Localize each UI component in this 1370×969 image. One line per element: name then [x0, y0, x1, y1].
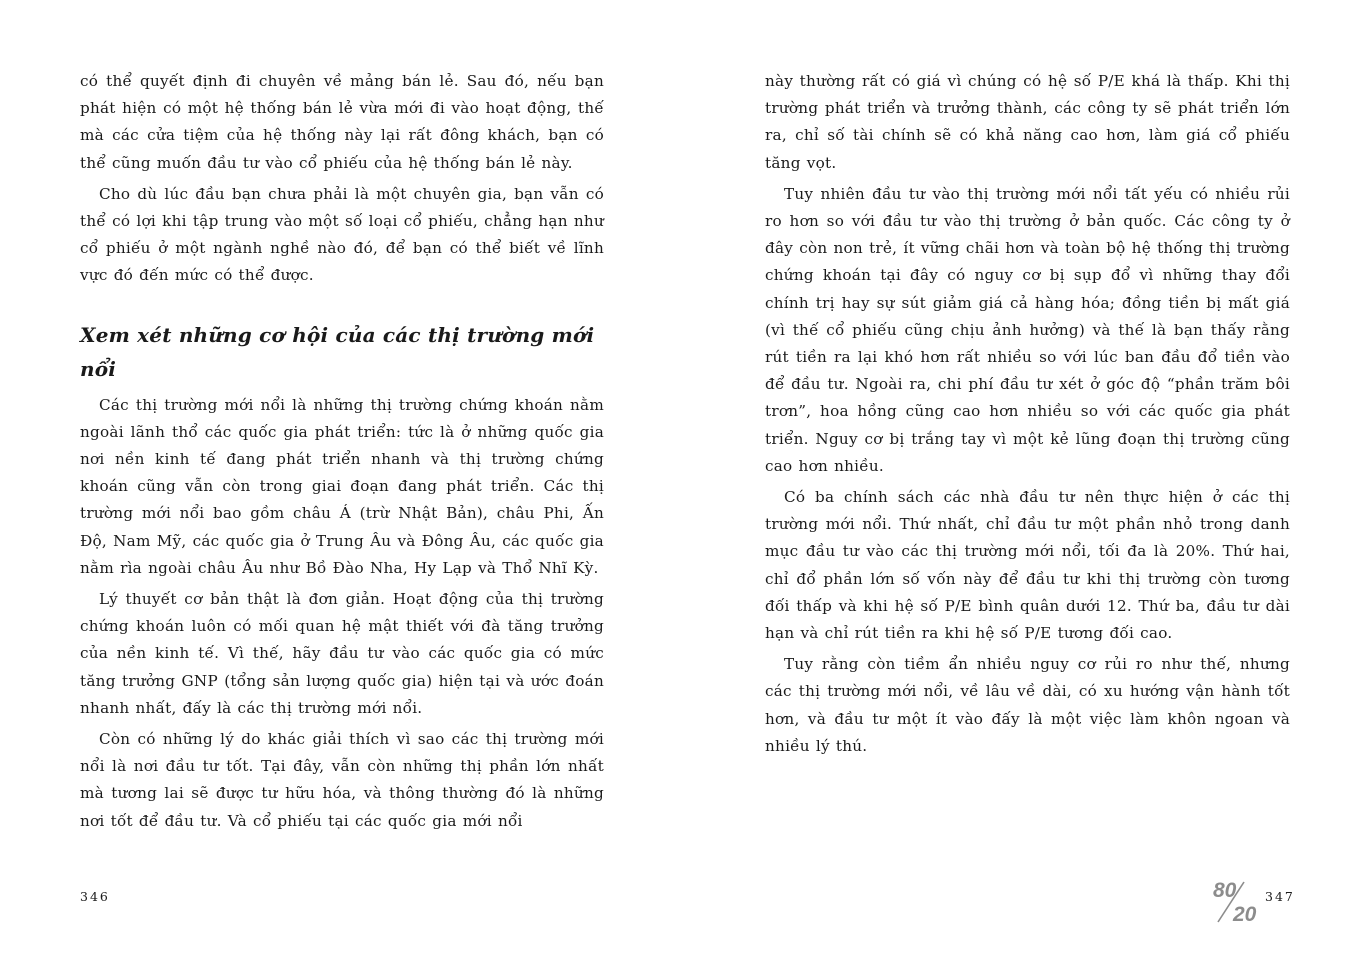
paragraph: Có ba chính sách các nhà đầu tư nên thực hiện ở các thị trường mới nổi. Thứ nhất, chỉ đầu tư một phần nhỏ trong danh mục đầu tư vào các thị trường mới nổi, tối đa là 20%. Thứ hai, chỉ đổ phần lớn số vốn này để đầu tư khi thị trường còn tương đối thấp và khi hệ số P/E bình quân dưới 12. Thứ ba, đầu tư dài hạn và chỉ rút tiền ra khi hệ số P/E tương đối cao. — [765, 488, 1290, 643]
right-page — [685, 0, 1370, 969]
page-number-right: 347 — [1265, 889, 1295, 904]
logo-top-number: 80 — [1213, 879, 1237, 902]
paragraph: Còn có những lý do khác giải thích vì sao các thị trường mới nổi là nơi đầu tư tốt. Tại đây, vẫn còn những thị phần lớn nhất mà tương lai sẽ được tư hữu hóa, và thông thường đó là những nơi tốt để đầu tư. Và cổ phiếu tại các quốc gia mới nổi — [80, 730, 604, 830]
paragraph: Các thị trường mới nổi là những thị trường chứng khoán nằm ngoài lãnh thổ các quốc gia phát triển: tức là ở những quốc gia nơi nền kinh tế đang phát triển nhanh và thị trường chứng khoán cũng vẫn còn trong giai đoạn đang phát triển. Các thị trường mới nổi bao gồm châu Á (trừ Nhật Bản), châu Phi, Ấn Độ, Nam Mỹ, các quốc gia ở Trung Âu và Đông Âu, các quốc gia nằm rìa ngoài châu Âu như Bồ Đào Nha, Hy Lạp và Thổ Nhĩ Kỳ. — [80, 395, 604, 577]
paragraph: Cho dù lúc đầu bạn chưa phải là một chuyên gia, bạn vẫn có thể có lợi khi tập trung vào một số loại cổ phiếu, chẳng hạn như cổ phiếu ở một ngành nghề nào đó, để bạn có thể biết về lĩnh vực đó đến mức có thể được. — [80, 184, 604, 285]
paragraph-continuation: có thể quyết định đi chuyên về mảng bán lẻ. Sau đó, nếu bạn phát hiện có một hệ thống bán lẻ vừa mới đi vào hoạt động, thế mà các cửa tiệm của hệ thống này lại rất đông khách, bạn có thể cũng muốn đầu tư vào cổ phiếu của hệ thống bán lẻ này. — [80, 72, 604, 172]
logo-bottom-number: 20 — [1233, 903, 1257, 926]
paragraph: Lý thuyết cơ bản thật là đơn giản. Hoạt động của thị trường chứng khoán luôn có mối quan hệ mật thiết với đà tăng trưởng của nền kinh tế. Vì thế, hãy đầu tư vào các quốc gia có mức tăng trưởng GNP (tổng sản lượng quốc gia) hiện tại và ước đoán nhanh nhất, đấy là các thị trường mới nổi. — [80, 590, 604, 717]
section-heading: Xem xét những cơ hội của các thị trường mới nổi — [80, 322, 595, 381]
book-series-logo — [1210, 876, 1262, 926]
paragraph: Tuy rằng còn tiềm ẩn nhiều nguy cơ rủi ro như thế, nhưng các thị trường mới nổi, về lâu về dài, có xu hướng vận hành tốt hơn, và đầu tư một ít vào đấy là một việc làm khôn ngoan và nhiều lý thú. — [765, 655, 1290, 755]
right-page-text-column — [765, 68, 1290, 764]
page-number-left: 346 — [80, 889, 110, 904]
paragraph-continuation: này thường rất có giá vì chúng có hệ số P/E khá là thấp. Khi thị trường phát triển và trưởng thành, các công ty sẽ phát triển lớn ra, chỉ số tài chính sẽ có khả năng cao hơn, làm giá cổ phiếu tăng vọt. — [765, 72, 1290, 172]
left-page-text-column — [80, 68, 604, 839]
paragraph: Tuy nhiên đầu tư vào thị trường mới nổi tất yếu có nhiều rủi ro hơn so với đầu tư vào thị trường ở bản quốc. Các công ty ở đây còn non trẻ, ít vững chãi hơn và toàn bộ hệ thống thị trường chứng khoán tại đây có nguy cơ bị sụp đổ vì những thay đổi chính trị hay sự sút giảm giá cả hàng hóa; đồng tiền bị mất giá (vì thế cổ phiếu cũng chịu ảnh hưởng) và thế là bạn thấy rằng rút tiền ra lại khó hơn rất nhiều so với lúc ban đầu đổ tiền vào để đầu tư. Ngoài ra, chi phí đầu tư xét ở góc độ “phần trăm bôi trơn”, hoa hồng cũng cao hơn nhiều so với các quốc gia phát triển. Nguy cơ bị trắng tay vì một kẻ lũng đoạn thị trường cũng cao hơn nhiều. — [765, 184, 1290, 475]
